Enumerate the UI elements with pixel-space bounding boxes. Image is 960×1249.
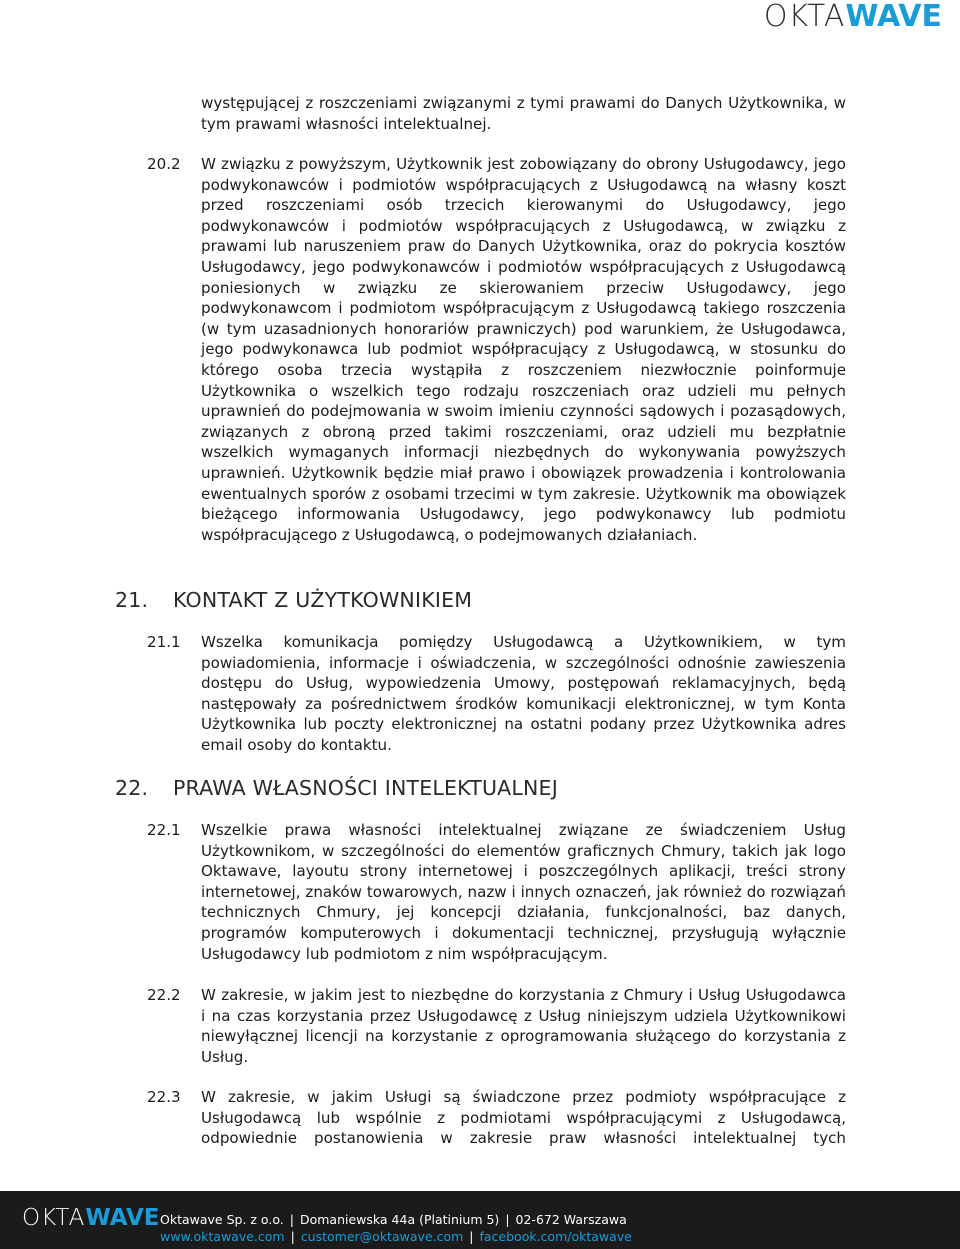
paragraph-22-1: Wszelkie prawa własności intelektualnej związane ze świadczeniem Usług Użytkownikom, w szczególności do elementów graficznych Chmury, takich jak logo Oktawave, layoutu strony internetowej i poszczególnych aplikacji, treści strony internetowej, znaków towarowych, nazw i innych oznaczeń, jak również do rozwiązań technicznych Chmury, jej koncepcji działania, funkcjonalności, baz danych, programów komputerowych i dokumentacji technicznej, przysługują wyłącznie Usługodawcy lub podmiotom z nim współpracującym. — [201, 821, 846, 963]
footer-address: Domaniewska 44a (Platinium 5) — [299, 1212, 500, 1227]
footer-website-link[interactable]: www.oktawave.com — [160, 1229, 285, 1244]
section-title-21: KONTAKT Z UŻYTKOWNIKIEM — [173, 588, 473, 612]
section-heading-22 — [115, 776, 558, 800]
footer-facebook-link[interactable]: facebook.com/oktawave — [479, 1229, 632, 1244]
paragraph-20-2: W związku z powyższym, Użytkownik jest zobowiązany do obrony Usługodawcy, jego podwykonawców i podmiotów współpracujących z Usługodawcą na własny koszt przed roszczeniami osób trzecich kierowanymi do Usługodawcy, jego podwykonawców i podmiotów współpracujących z Usługodawcą, w związku z prawami lub naruszeniem praw do Danych Użytkownika, oraz do pokrycia kosztów Usługodawcy, jego podwykonawców i podmiotów współpracujących z Usługodawcą poniesionych w związku ze skierowaniem przeciw Usługodawcy, jego podwykonawcom i podmiotom współpracującym z Usługodawcą takiego roszczenia (w tym uzasadnionych honorariów prawniczych) pod warunkiem, że Usługodawca, jego podwykonawca lub podmiot współpracujący z Usługodawcą, w stosunku do którego osoba trzecia wystąpiła z roszczeniem niezwłocznie poinformuje Użytkownika o wszelkich tego rodzaju roszczeniach oraz udzieli mu pełnych uprawnień do podejmowania w swoim imieniu czynności sądowych i pozasądowych, związanych z obroną przed takimi roszczeniami, oraz udzieli mu bezpłatnie wszelkich wymaganych informacji niezbędnych do wykonywania powyższych uprawnień. Użytkownik będzie miał prawo i obowiązek prowadzenia i kontrolowania ewentualnych sporów z osobami trzecimi w tym zakresie. Użytkownik ma obowiązek bieżącego informowania Usługodawcy, jego podwykonawcy lub podmiotu współpracującego z Usługodawcą, o podejmowanych działaniach. — [201, 155, 846, 544]
footer-separator: | — [469, 1229, 474, 1244]
oktawave-logo — [764, 2, 942, 32]
paragraph-number-20-2: 20.2 — [147, 155, 181, 173]
paragraph-number-22-3: 22.3 — [147, 1088, 181, 1106]
section-heading-21 — [115, 588, 472, 612]
paragraph-number-22-1: 22.1 — [147, 821, 181, 839]
paragraph-22-3: W zakresie, w jakim Usługi są świadczone przez podmioty współpracujące z Usługodawcą lub wspólnie z podmiotami współpracującymi z Usługodawcą, odpowiednie postanowienia w zakresie praw własności intelektualnej tych — [201, 1088, 846, 1148]
footer-separator: | — [290, 1229, 295, 1244]
logo-wave-text: WAVE — [845, 0, 942, 34]
page-footer — [0, 1191, 960, 1249]
paragraph-21-1: Wszelka komunikacja pomiędzy Usługodawcą a Użytkownikiem, w tym powiadomienia, informacje i oświadczenia, w szczególności odnośnie zawieszenia dostępu do Usług, wypowiedzenia Umowy, postępowań reklamacyjnych, będą następowały za pośrednictwem środków komunikacji elektronicznej, w tym Konta Użytkownika lub poczty elektronicznej na ostatni podany przez Użytkownika adres email osoby do kontaktu. — [201, 633, 846, 754]
logo-okta-text: OKTA — [763, 0, 846, 34]
paragraph-22-2: W zakresie, w jakim jest to niezbędne do korzystania z Chmury i Usług Usługodawca i na czas korzystania przez Usługodawcę z Usług niniejszym udziela Użytkownikowi niewyłącznej licencji na korzystanie z oprogramowania służącego do korzystania z Usług. — [201, 986, 846, 1066]
paragraph-20-1-continuation: występującej z roszczeniami związanymi z tymi prawami do Danych Użytkownika, w tym prawami własności intelektualnej. — [201, 94, 846, 133]
footer-separator: | — [289, 1212, 294, 1227]
footer-address-line — [160, 1212, 627, 1227]
footer-postal: 02-672 Warszawa — [515, 1212, 627, 1227]
footer-logo — [22, 1205, 160, 1231]
footer-logo-okta-text: OKTA — [22, 1205, 86, 1231]
footer-logo-wave-text: WAVE — [85, 1205, 160, 1231]
footer-links-line — [160, 1229, 632, 1244]
footer-separator: | — [505, 1212, 510, 1227]
paragraph-number-21-1: 21.1 — [147, 633, 181, 651]
section-number-21: 21. — [115, 588, 149, 612]
footer-company: Oktawave Sp. z o.o. — [160, 1212, 284, 1227]
section-title-22: PRAWA WŁASNOŚCI INTELEKTUALNEJ — [173, 776, 558, 800]
paragraph-number-22-2: 22.2 — [147, 986, 181, 1004]
section-number-22: 22. — [115, 776, 149, 800]
footer-email-link[interactable]: customer@oktawave.com — [300, 1229, 464, 1244]
